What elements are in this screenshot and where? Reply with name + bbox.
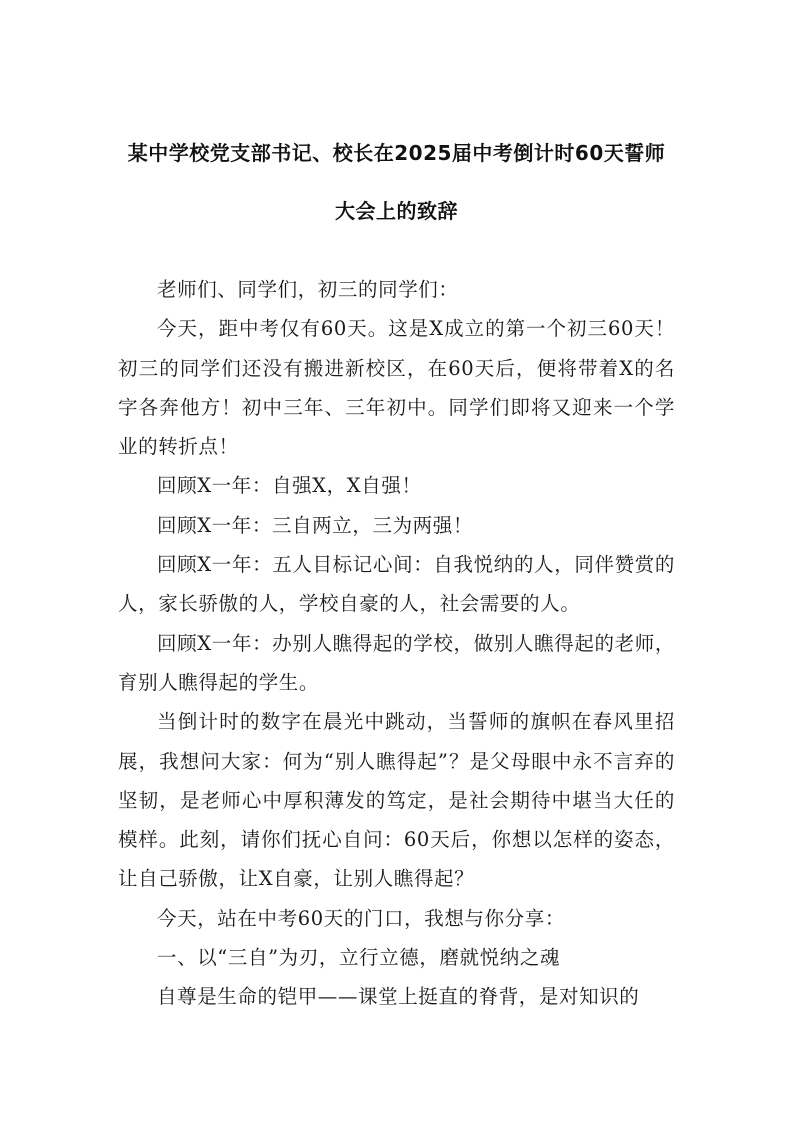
paragraph-review-4: 回顾X一年：办别人瞧得起的学校，做别人瞧得起的老师，育别人瞧得起的学生。 (118, 631, 675, 694)
document-title (118, 0, 675, 240)
title-line-2: 大会上的致辞 (335, 199, 458, 223)
section-heading-1: 一、以“三自”为刃，立行立德，磨就悦纳之魂 (157, 946, 561, 970)
paragraph-review-1: 回顾X一年：自强X，X自强！ (157, 474, 422, 498)
paragraph-question: 当倒计时的数字在晨光中跳动，当誓师的旗帜在春风里招展，我想问大家：何为“别人瞧得起”？是父母眼中永不言弃的坚韧，是老师心中厚积薄发的笃定，是社会期待中堪当大任的模样。此刻，请你们抚心自问：60天后，你想以怎样的姿态，让自己骄傲，让X自豪，让别人瞧得起？ (118, 710, 675, 891)
paragraph-review-3: 回顾X一年：五人目标记心间：自我悦纳的人，同伴赞赏的人，家长骄傲的人，学校自豪的人，社会需要的人。 (118, 553, 675, 616)
paragraph-salutation: 老师们、同学们，初三的同学们： (157, 278, 459, 301)
paragraph-share: 今天，站在中考60天的门口，我想与你分享： (157, 906, 565, 930)
document-body (118, 270, 675, 1017)
paragraph-self-respect: 自尊是生命的铠甲——课堂上挺直的脊背，是对知识的 (157, 985, 640, 1009)
paragraph-review-2: 回顾X一年：三自两立，三为两强！ (157, 513, 473, 537)
title-line-1: 某中学校党支部书记、校长在2025届中考倒计时60天誓师 (127, 141, 666, 165)
paragraph-intro: 今天，距中考仅有60天。这是X成立的第一个初三60天！初三的同学们还没有搬进新校区，在60天后，便将带着X的名字各奔他方！初中三年、三年初中。同学们即将又迎来一个学业的转折点！ (118, 317, 675, 459)
